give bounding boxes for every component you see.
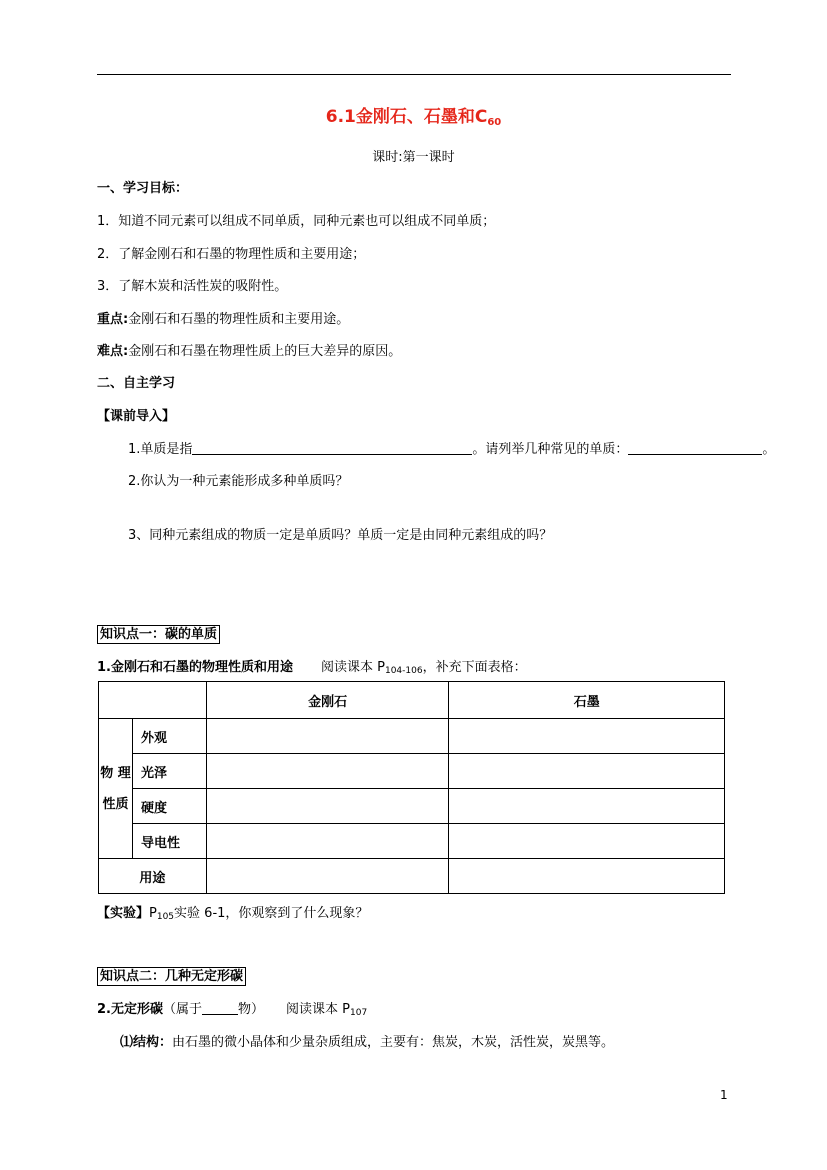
kp1-subheading: 1.金刚石和石墨的物理性质和用途 阅读课本 $P_{104-106}$，补充下面表格： <box>97 660 527 676</box>
table-cell[interactable] <box>206 789 449 824</box>
knowledge-point-1: 知识点一：碳的单质 <box>97 623 220 642</box>
answer-blank[interactable] <box>202 1000 238 1015</box>
table-cell[interactable] <box>449 859 725 894</box>
structure-line: ⑴结构：由石墨的微小晶体和少量杂质组成，主要有：焦炭，木炭，活性炭，炭黑等。 <box>120 1035 615 1050</box>
key-point: 重点:金刚石和石墨的物理性质和主要用途。 <box>97 312 350 327</box>
column-header-graphite: 石墨 <box>449 682 725 719</box>
table-cell[interactable] <box>206 859 449 894</box>
knowledge-point-2: 知识点二：几种无定形碳 <box>97 965 246 984</box>
row-label: 外观 <box>132 719 206 754</box>
table-corner-cell <box>99 682 207 719</box>
table-cell[interactable] <box>449 754 725 789</box>
row-label: 导电性 <box>132 824 206 859</box>
table-cell[interactable] <box>449 789 725 824</box>
goal-item: 1．知道不同元素可以组成不同单质，同种元素也可以组成不同单质； <box>97 214 496 229</box>
table-cell[interactable] <box>449 719 725 754</box>
header-rule <box>97 74 731 75</box>
table-cell[interactable] <box>206 754 449 789</box>
properties-table <box>98 681 725 894</box>
goal-item: 3．了解木炭和活性炭的吸附性。 <box>97 279 288 294</box>
question-2: 2.你认为一种元素能形成多种单质吗？ <box>128 474 349 489</box>
section-goals-heading: 一、学习目标： <box>97 181 189 196</box>
answer-blank[interactable] <box>628 440 762 455</box>
experiment-line: 【实验】$P_{105}$实验 6-1，你观察到了什么现象？ <box>97 906 369 922</box>
row-label: 硬度 <box>132 789 206 824</box>
page-number: 1 <box>720 1088 728 1102</box>
column-header-diamond: 金刚石 <box>206 682 449 719</box>
table-cell[interactable] <box>206 824 449 859</box>
intro-heading: 【课前导入】 <box>97 409 176 424</box>
question-1: 1.单质是指 。请列举几种常见的单质： 。 <box>128 442 776 457</box>
page-title: 6.1金刚石、石墨和$C_{60}$ <box>325 107 502 128</box>
table-cell[interactable] <box>449 824 725 859</box>
group-label-physical: 物 理性质 <box>99 719 133 859</box>
question-3: 3、同种元素组成的物质一定是单质吗？单质一定是由同种元素组成的吗？ <box>128 528 553 543</box>
difficult-point: 难点:金刚石和石墨在物理性质上的巨大差异的原因。 <box>97 344 402 359</box>
kp2-subheading: 2.无定形碳（属于 物） 阅读课本 $P_{107}$ <box>97 1002 368 1018</box>
goal-item: 2．了解金刚石和石墨的物理性质和主要用途； <box>97 247 366 262</box>
answer-blank[interactable] <box>192 440 472 455</box>
row-label-usage: 用途 <box>99 859 207 894</box>
section-self-study-heading: 二、自主学习 <box>97 376 176 391</box>
table-cell[interactable] <box>206 719 449 754</box>
page-subtitle: 课时:第一课时 <box>372 150 455 165</box>
row-label: 光泽 <box>132 754 206 789</box>
